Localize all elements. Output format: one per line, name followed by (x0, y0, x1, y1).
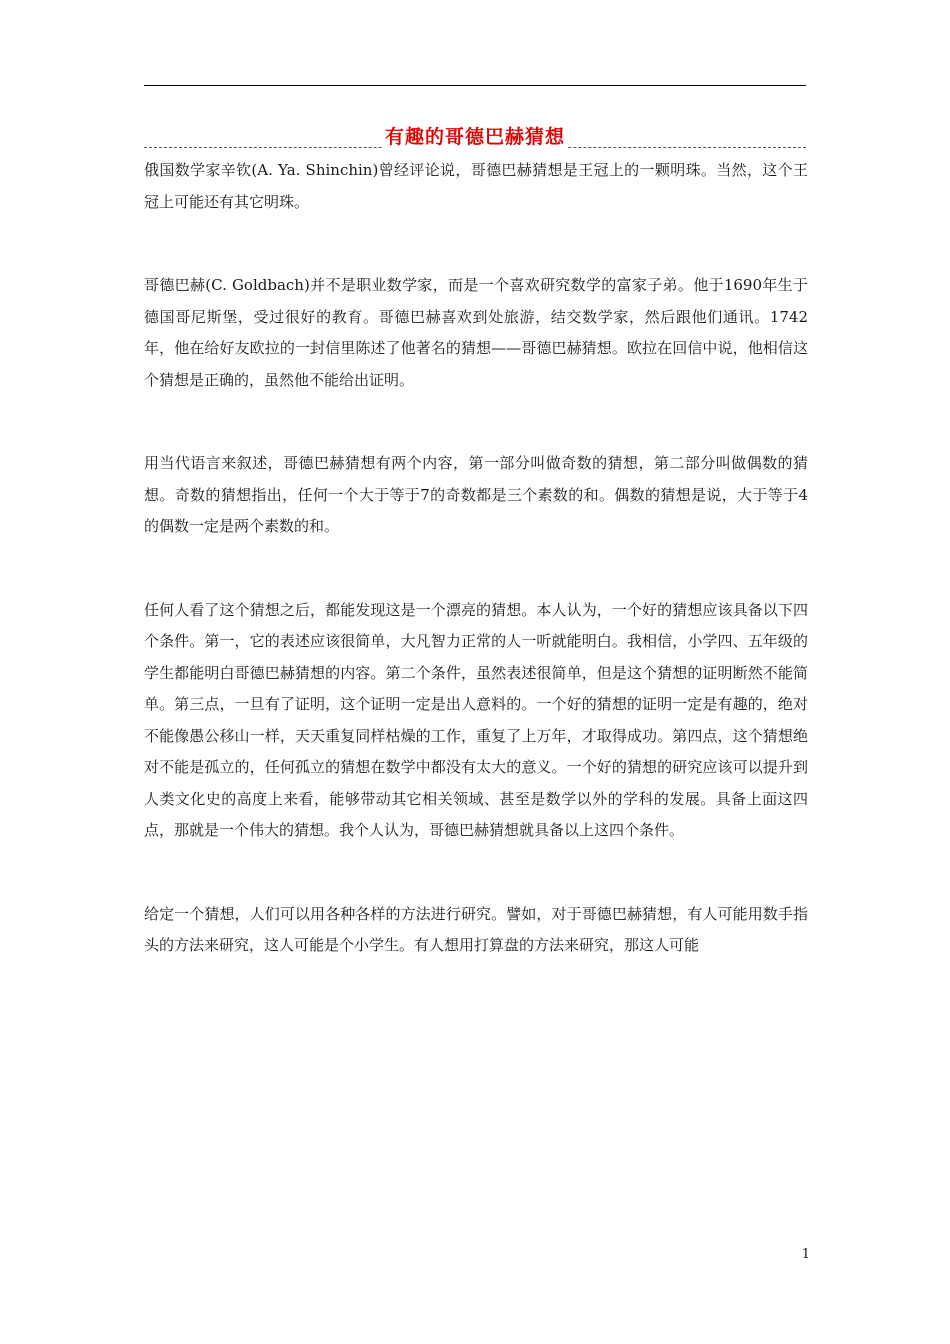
page-number: 1 (801, 1247, 810, 1262)
paragraph-4: 任何人看了这个猜想之后，都能发现这是一个漂亮的猜想。本人认为，一个好的猜想应该具备以下四个条件。第一，它的表述应该很简单，大凡智力正常的人一听就能明白。我相信，小学四、五年级的学生都能明白哥德巴赫猜想的内容。第二个条件，虽然表述很简单，但是这个猜想的证明断然不能简单。第三点，一旦有了证明，这个证明一定是出人意料的。一个好的猜想的证明一定是有趣的，绝对不能像愚公移山一样，天天重复同样枯燥的工作，重复了上万年，才取得成功。第四点，这个猜想绝对不能是孤立的，任何孤立的猜想在数学中都没有太大的意义。一个好的猜想的研究应该可以提升到人类文化史的高度上来看，能够带动其它相关领域、甚至是数学以外的学科的发展。具备上面这四点，那就是一个伟大的猜想。我个人认为，哥德巴赫猜想就具备以上这四个条件。 (144, 600, 808, 839)
paragraph-5: 给定一个猜想，人们可以用各种各样的方法进行研究。譬如，对于哥德巴赫猜想，有人可能用数手指头的方法来研究，这人可能是个小学生。有人想用打算盘的方法来研究，那这人可能 (144, 904, 808, 954)
document-title (144, 122, 806, 149)
document-body (144, 155, 808, 1014)
paragraph-2: 哥德巴赫(C. Goldbach)并不是职业数学家，而是一个喜欢研究数学的富家子弟。他于1690年生于德国哥尼斯堡，受过很好的教育。哥德巴赫喜欢到处旅游，结交数学家，然后跟他们通讯。1742年，他在给好友欧拉的一封信里陈述了他著名的猜想——哥德巴赫猜想。欧拉在回信中说，他相信这个猜想是正确的，虽然他不能给出证明。 (144, 276, 808, 389)
title-row (144, 120, 806, 156)
paragraph-3: 用当代语言来叙述，哥德巴赫猜想有两个内容，第一部分叫做奇数的猜想，第二部分叫做偶数的猜想。奇数的猜想指出，任何一个大于等于7的奇数都是三个素数的和。偶数的猜想是说，大于等于4的偶数一定是两个素数的和。 (144, 454, 808, 535)
header-rule (144, 85, 806, 86)
paragraph-1: 俄国数学家辛钦(A. Ya. Shinchin)曾经评论说，哥德巴赫猜想是王冠上的一颗明珠。当然，这个王冠上可能还有其它明珠。 (144, 161, 808, 211)
document-title-text: 有趣的哥德巴赫猜想 (382, 126, 568, 148)
